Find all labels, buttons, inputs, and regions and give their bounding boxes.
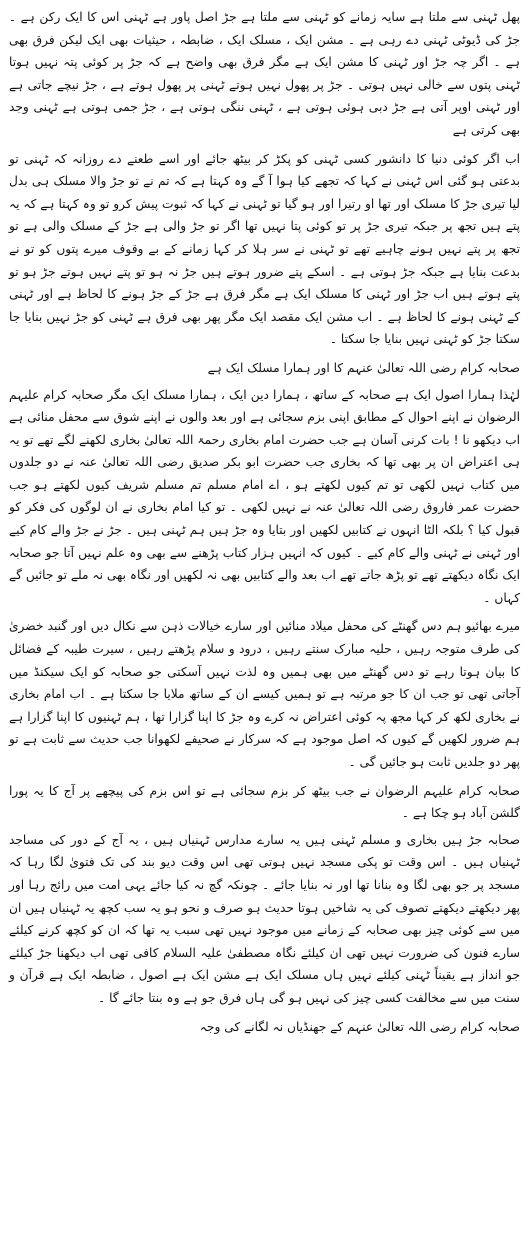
paragraph-companions-gathering: صحابہ کرام علیہم الرضوان نے جب بیٹھ کر بزم سجائی ہے تو اس بزم کی پیچھے پر آج کا یہ پورا گلشن آباد ہو چکا ہے ۔ [9, 783, 520, 821]
paragraph-branch-parable: اب اگر کوئی دنیا کا دانشور کسی ٹہنی کو پکڑ کر بیٹھ جائے اور اسے طعنے دے روزانہ کہ ٹہنی تو بدعتی ہو گئی اس ٹہنی نے کہا کہ تجھے کیا ہوا آ گے وہ کہتا ہے کہ تم نے تو جڑ والا مسلک ہی بدل لیا تیری جڑ کا مسلک اور تھا او رتیرا اور ہو گیا تو ٹہنی نے کہا کہ ثبوت پیش کرو تو وہ کہتا ہے کہ یہ پتے ہیں تجھ پر جبکہ تیری جڑ پر تو کوئی پتا نہیں تھا اگر تو جڑ والی ہے جڑ کے مسلک والی ہے تو تجھ پر پتے نہیں ہونے چاہیے تھے تو ٹہنی نے سر ہلا کر کہا زمانے کے بے وقوف میرے پتوں کو تو نے بدعت بنایا ہے جبکہ جڑ ہوتی ہے ۔ اسکے پتے ضرور ہوتے ہیں جڑ نہ ہو تو پتے نہیں ہوتے جڑ ہو تو پتے ہوتے ہیں اب جڑ اور ٹہنی کا مسلک ایک ہے مگر فرق ہے جڑ کے جڑ ہونے کا لحاظ ہے اور ٹہنی کے ٹہنی ہونے کا لحاظ ہے ۔ اب مشن ایک مقصد ایک مگر پھر بھی فرق ہے ٹہنی کو جڑ نہیں بنایا جا سکتا جڑ کو ٹہنی نہیں بنایا جا سکتا ۔ [9, 151, 520, 347]
paragraph-madaris-branches: صحابہ جڑ ہیں بخاری و مسلم ٹہنی ہیں یہ سارے مدارس ٹہنیاں ہیں ، یہ آج کے دور کی مساجد ٹہنیاں ہیں ۔ اس وقت تو پکی مسجد نہیں ہوتی تھی اس وقت دیو بند کی تک فتویٰ لگا رہا کہ مسجد پر جو بھی لگا وہ بنانا تھا اور نہ بنایا جائے ۔ چونکہ گچ نہ کیا جائے یہی امت میں رائج رہا اور پھر دیکھتے دیکھتے تصوف کی یہ شاخیں ہوتا حدیث ہو صرف و نحو ہو یہ سب کچھ یہ ٹہنیاں ہیں ان میں سے کوئی چیز بھی صحابہ کے زمانے میں موجود نہیں تھی سبب یہ تھا کہ ان کو کچھ کرنے کیلئے سارے فنون کی ضرورت نہیں تھی ان کیلئے نگاہ مصطفیٰ علیہ السلام کافی تھی اب دیکھنا جڑ کیلئے جو انداز ہے یقیناً ٹہنی کیلئے نہیں ہاں مسلک ایک ہے مشن ایک ہے اصول ، ضابطہ ایک ہے قرآن و سنت میں سے مخالفت کسی چیز کی نہیں ہو گی ہاں فرق جو ہے وہ بنتا جائے گا ۔ [9, 832, 520, 1005]
paragraph-root-and-branch: پھل ٹہنی سے ملتا ہے سایہ زمانے کو ٹہنی سے ملتا ہے جڑ اصل پاور ہے ٹہنی اس کا ایک رکن ہے ۔ جڑ کی ڈیوٹی ٹہنی دے رہی ہے ۔ مشن ایک ، مسلک ایک ، ضابطہ ، حیثیات بھی ایک لیکن فرق بھی ہے ۔ اگر چہ جڑ اور ٹہنی کا مشن ایک ہے مگر فرق بھی واضح ہے کہ جڑ پر کوئی پتہ نہیں ہوتا ٹہنی پتوں سے خالی نہیں ہوتی ۔ جڑ پر پھول نہیں ہوتے ٹہنی پر پھول ہوتے ہے ، جڑ نیچے جاتی ہے اور ٹہنی اوپر آتی ہے جڑ دبی ہوئی ہوتی ہے ، ٹہنی ننگی ہوتی ہے ، جڑ جمی ہوتی ہے ٹہنی وجد بھی کرتی ہے [9, 10, 520, 137]
heading-companions-same-path: صحابہ کرام رضی اللہ تعالیٰ عنہم کا اور ہمارا مسلک ایک ہے [207, 360, 520, 375]
heading-flags-reason: صحابہ کرام رضی اللہ تعالیٰ عنہم کے جھنڈیاں نہ لگانے کی وجہ [199, 1019, 520, 1034]
paragraph-imam-bukhari: لہٰذا ہمارا اصول ایک ہے صحابہ کے ساتھ ، ہمارا دین ایک ، ہمارا مسلک ایک مگر صحابہ کرام علیہم الرضوان نے اپنے احوال کے مطابق اپنی بزم سجائی ہے اور بعد والوں نے اپنے شوق سے محفل منائی ہے اب دیکھو نا ! بات کرنی آسان ہے جب حضرت امام بخاری رحمۃ اللہ تعالیٰ بخاری لکھنے لگے تھے تو یہ ہی اعتراض ان پر بھی تھا کہ بخاری جب حضرت ابو بکر صدیق رضی اللہ تعالیٰ عنہ نے دو جلدوں میں کتاب نہیں لکھی تو تم کیوں لکھتے ہو ، اے امام مسلم تم مسلم شریف کیوں لکھتے ہو جب حضرت عمر فاروق رضی اللہ تعالیٰ عنہ نے نہیں لکھی ۔ تو کیا امام بخاری نے ان لوگوں کی فکر کو قبول کیا ؟ بلکہ الٹا انہوں نے کتابیں لکھیں اور بتایا وہ جڑ ہیں ہم ٹہنی ہیں ۔ جڑ نے جڑ والے کام کیے اور ٹہنی نے ٹہنی والے کام کیے ۔ کیوں کہ انہیں ہزار کتاب پڑھنے سے بھی وہ علم نہیں آتا جو صحابہ ایک نگاہ دیکھتے تھے تو پڑھ جاتے تھے اب بعد والے کتابیں بھی نہ لکھیں اور نگاہ بھی نہ ملے تو جائیں گے کہاں ۔ [9, 387, 520, 605]
paragraph-mehfil-milad: میرے بھائیو ہم دس گھنٹے کی محفل میلاد منائیں اور سارے خیالات ذہن سے نکال دیں اور گنبد خضریٰ کی طرف متوجہ رہیں ، حلیہ مبارک سنتے رہیں ، درود و سلام پڑھتے رہیں ، سیرت طیبہ کے فضائل کا بیان ہوتا رہے تو دس گھنٹے میں بھی ہمیں وہ لذت نہیں آسکتی جو صحابہ کو ایک سیکنڈ میں آجاتی تھی تو جب ان کا جو مرتبہ ہے تو ہمیں کیسے ان کے ساتھ ملایا جا سکتا ہے ۔ اب امام بخاری نے بخاری لکھ کر کہا مجھ پہ کوئی اعتراض نہ کرے وہ جڑ کا اپنا گزارا تھا ، ہم ٹہنیوں کا اپنا گزارا ہے ہم ضرور لکھیں گے کیوں کہ اصل موجود ہے کہ سرکار نے صحیفے لکھوانا جب حدیث سے ثابت ہے تو پھر دو جلدیں ثابت ہو جائیں گی ۔ [9, 619, 520, 769]
